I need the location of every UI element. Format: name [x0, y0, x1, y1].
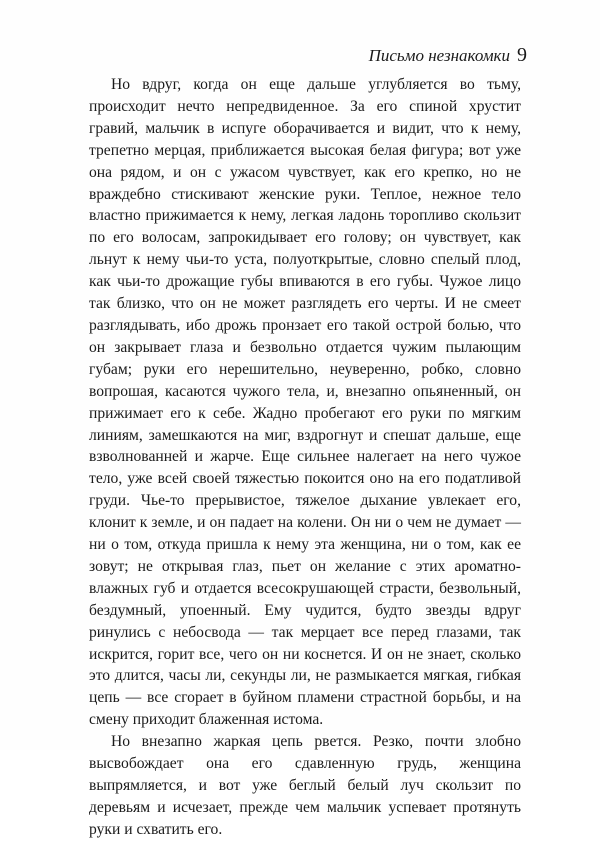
- running-title: Письмо незнакомки: [368, 46, 510, 65]
- running-head: [369, 44, 527, 67]
- paragraph: Но вдруг, когда он еще дальше углубляется во тьму, происходит нечто непредвиденное. За его спиной хрустит гравий, мальчик в испуге оборачивается и видит, что к нему, трепетно мерцая, приближается высокая белая фигура; вот уже она рядом, и он с ужасом чувствует, как его крепко, но не враждебно стискивают женские руки. Теплое, нежное тело властно прижимается к нему, легкая ладонь торопливо скользит по его волосам, запрокидывает его голову; он чувствует, как льнут к нему чьи-то уста, полуоткрытые, словно спелый плод, как чьи-то дрожащие губы впиваются в его губы. Чужое лицо так близко, что он не может разглядеть его черты. И не смеет разглядывать, ибо дрожь пронзает его такой острой болью, что он закрывает глаза и безвольно отдается чужим пылающим губам; руки его нерешительно, неуверенно, робко, словно вопрошая, касаются чужого тела, и, внезапно опьяненный, он прижимает его к себе. Жадно пробегают его руки по мягким линиям, замешкаются на миг, вздрогнут и спешат дальше, еще взволнованней и жарче. Еще сильнее налегает на него чужое тело, уже всей своей тяжестью покоится оно на его податливой груди. Чье-то прерывистое, тяжелое дыхание увлекает его, клонит к земле, и он падает на колени. Он ни о чем не думает — ни о том, откуда пришла к нему эта женщина, ни о том, как ее зовут; не открывая глаз, пьет он желание с этих ароматно-влажных губ и отдается всесокрушающей страсти, безвольный, бездумный, упоенный. Ему чудится, будто звезды вдруг ринулись с небосвода — так мерцает все перед глазами, так искрится, горит все, чего он ни коснется. И он не знает, сколько это длится, часы ли, секунды ли, не размыкается мягкая, гибкая цепь — все сгорает в буйном пламени страстной борьбы, и на смену приходит блаженная истома.: [89, 76, 521, 729]
- page-number: 9: [517, 44, 527, 66]
- paragraph: Но внезапно жаркая цепь рвется. Резко, почти злобно высвобождает она его сдавленную грудь, женщина выпрямляется, и вот уже беглый белый луч скользит по деревьям и исчезает, прежде чем мальчик успевает протянуть руки и схватить его.: [89, 733, 521, 838]
- body-text: [89, 74, 521, 841]
